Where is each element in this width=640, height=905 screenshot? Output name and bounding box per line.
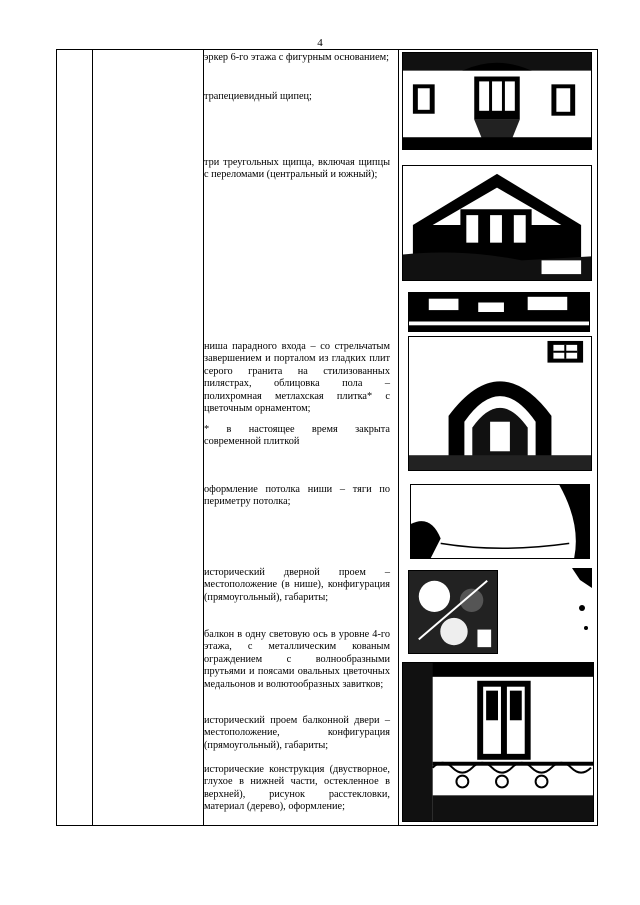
item-trapezoid-gable: трапециевидный щипец; bbox=[204, 91, 312, 102]
item-triangular-gables: три треугольных щипца, включая щипцы с переломами (центральный и южный); bbox=[204, 157, 390, 181]
item-door-opening: исторический дверной проем – местоположение (в нише), конфигурация (прямоугольный), габариты; bbox=[204, 567, 390, 603]
photo-entrance-niche bbox=[408, 336, 592, 471]
item-door-construction: исторические конструкция (двустворное, глухое в нижней части, остекленное в верхней), рисунок расстекловки, материал (дерево), оформление; bbox=[204, 764, 390, 813]
photo-door-opening-wall bbox=[502, 568, 592, 654]
column-divider-3 bbox=[398, 50, 399, 825]
photo-balcony bbox=[402, 662, 594, 822]
item-bay-window: эркер 6-го этажа с фигурным основанием; bbox=[204, 52, 390, 63]
photo-bay-window bbox=[402, 52, 592, 150]
item-balcony: балкон в одну световую ось в уровне 4-го этажа, с металлическим кованым ограждением с волнообразными прутьями и поясами овальных цветочных медальонов и волютообразных завитков; bbox=[204, 629, 390, 690]
photo-gables bbox=[402, 165, 592, 281]
photo-gable-detail bbox=[408, 292, 590, 332]
page-number: 4 bbox=[317, 37, 323, 49]
item-balcony-door-opening: исторический проем балконной двери – местоположение, конфигурация (прямоугольный), габариты; bbox=[204, 715, 390, 751]
photo-niche-ceiling bbox=[410, 484, 590, 559]
item-footnote: * в настоящее время закрыта современной плиткой bbox=[204, 424, 390, 448]
item-niche-ceiling: оформление потолка ниши – тяги по периметру потолка; bbox=[204, 484, 390, 508]
column-divider-1 bbox=[92, 50, 93, 825]
item-entrance-niche: ниша парадного входа – со стрельчатым завершением и порталом из гладких плит серого гранита на стилизованных пилястрах, облицовка пола – полихромная метлахская плитка* с цветочным орнаментом; bbox=[204, 341, 390, 415]
photo-door-opening bbox=[408, 570, 498, 654]
